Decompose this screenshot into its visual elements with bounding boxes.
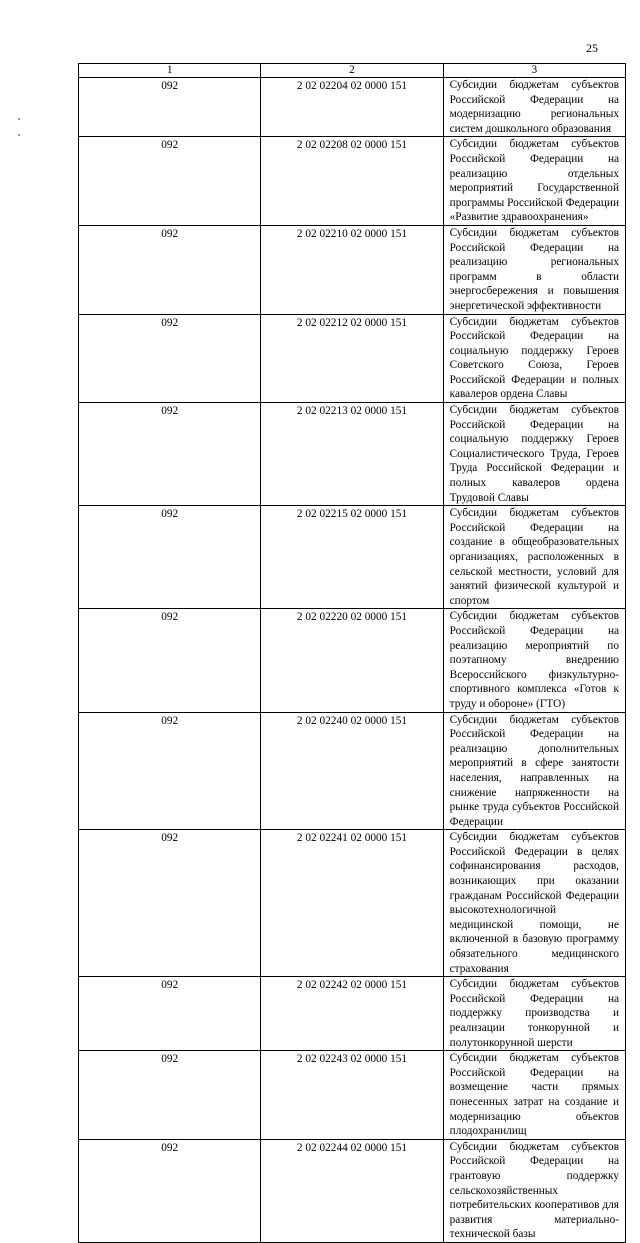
description-cell: Субсидии бюджетам субъектов Российской Федерации на социальную поддержку Героев Советского Союза, Героев Российской Федерации и полных кавалеров ордена Славы <box>443 314 625 403</box>
table-body <box>79 64 626 1243</box>
table-row <box>79 1139 626 1242</box>
table-row <box>79 830 626 977</box>
table-row <box>79 137 626 226</box>
budget-code-cell: 2 02 02204 02 0000 151 <box>261 78 443 137</box>
admin-code-cell: 092 <box>79 609 261 712</box>
description-cell: Субсидии бюджетам субъектов Российской Федерации на поддержку производства и реализации тонкорунной и полутонкорунной шерсти <box>443 977 625 1051</box>
description-cell: Субсидии бюджетам субъектов Российской Федерации на модернизацию региональных систем дошкольного образования <box>443 78 625 137</box>
table-row <box>79 977 626 1051</box>
table-row <box>79 225 626 314</box>
admin-code-cell: 092 <box>79 830 261 977</box>
admin-code-cell: 092 <box>79 712 261 830</box>
budget-code-cell: 2 02 02210 02 0000 151 <box>261 225 443 314</box>
admin-code-cell: 092 <box>79 78 261 137</box>
table-header-row <box>79 64 626 78</box>
description-cell: Субсидии бюджетам субъектов Российской Федерации на создание в общеобразовательных организациях, расположенных в сельской местности, условий для занятий физической культурой и спортом <box>443 506 625 609</box>
scan-mark <box>18 134 20 136</box>
admin-code-cell: 092 <box>79 1139 261 1242</box>
description-cell: Субсидии бюджетам субъектов Российской Федерации на реализацию региональных программ в области энергосбережения и повышения энергетической эффективности <box>443 225 625 314</box>
admin-code-cell: 092 <box>79 225 261 314</box>
admin-code-cell: 092 <box>79 137 261 226</box>
budget-code-cell: 2 02 02240 02 0000 151 <box>261 712 443 830</box>
budget-code-cell: 2 02 02242 02 0000 151 <box>261 977 443 1051</box>
budget-code-cell: 2 02 02244 02 0000 151 <box>261 1139 443 1242</box>
admin-code-cell: 092 <box>79 1051 261 1140</box>
description-cell: Субсидии бюджетам субъектов Российской Федерации на реализацию дополнительных мероприятий в сфере занятости населения, направленных на снижение напряженности на рынке труда субъектов Российской Федерации <box>443 712 625 830</box>
budget-code-cell: 2 02 02213 02 0000 151 <box>261 403 443 506</box>
budget-code-cell: 2 02 02241 02 0000 151 <box>261 830 443 977</box>
budget-code-cell: 2 02 02208 02 0000 151 <box>261 137 443 226</box>
admin-code-cell: 092 <box>79 977 261 1051</box>
table-row <box>79 1051 626 1140</box>
column-header-1: 1 <box>79 64 261 78</box>
description-cell: Субсидии бюджетам субъектов Российской Федерации на возмещение части прямых понесенных затрат на создание и модернизацию объектов плодохранилищ <box>443 1051 625 1140</box>
budget-code-table <box>78 63 626 1243</box>
admin-code-cell: 092 <box>79 506 261 609</box>
table-row <box>79 712 626 830</box>
table-row <box>79 506 626 609</box>
description-cell: Субсидии бюджетам субъектов Российской Федерации на социальную поддержку Героев Социалистического Труда, Героев Труда Российской Федерации и полных кавалеров ордена Трудовой Славы <box>443 403 625 506</box>
description-cell: Субсидии бюджетам субъектов Российской Федерации на грантовую поддержку сельскохозяйственных потребительских кооперативов для развития материально-технической базы <box>443 1139 625 1242</box>
description-cell: Субсидии бюджетам субъектов Российской Федерации на реализацию мероприятий по поэтапному внедрению Всероссийского физкультурно-спортивного комплекса «Готов к труду и обороне» (ГТО) <box>443 609 625 712</box>
description-cell: Субсидии бюджетам субъектов Российской Федерации на реализацию отдельных мероприятий Государственной программы Российской Федерации «Развитие здравоохранения» <box>443 137 625 226</box>
table-row <box>79 78 626 137</box>
budget-code-cell: 2 02 02243 02 0000 151 <box>261 1051 443 1140</box>
scan-mark <box>18 118 20 120</box>
table-row <box>79 314 626 403</box>
admin-code-cell: 092 <box>79 314 261 403</box>
table-row <box>79 403 626 506</box>
admin-code-cell: 092 <box>79 403 261 506</box>
budget-code-cell: 2 02 02220 02 0000 151 <box>261 609 443 712</box>
table-row <box>79 609 626 712</box>
column-header-3: 3 <box>443 64 625 78</box>
budget-code-cell: 2 02 02215 02 0000 151 <box>261 506 443 609</box>
page-number: 25 <box>586 41 598 55</box>
budget-code-cell: 2 02 02212 02 0000 151 <box>261 314 443 403</box>
description-cell: Субсидии бюджетам субъектов Российской Федерации в целях софинансирования расходов, возникающих при оказании гражданам Российской Федерации высокотехнологичной медицинской помощи, не включенной в базовую программу обязательного медицинского страхования <box>443 830 625 977</box>
column-header-2: 2 <box>261 64 443 78</box>
